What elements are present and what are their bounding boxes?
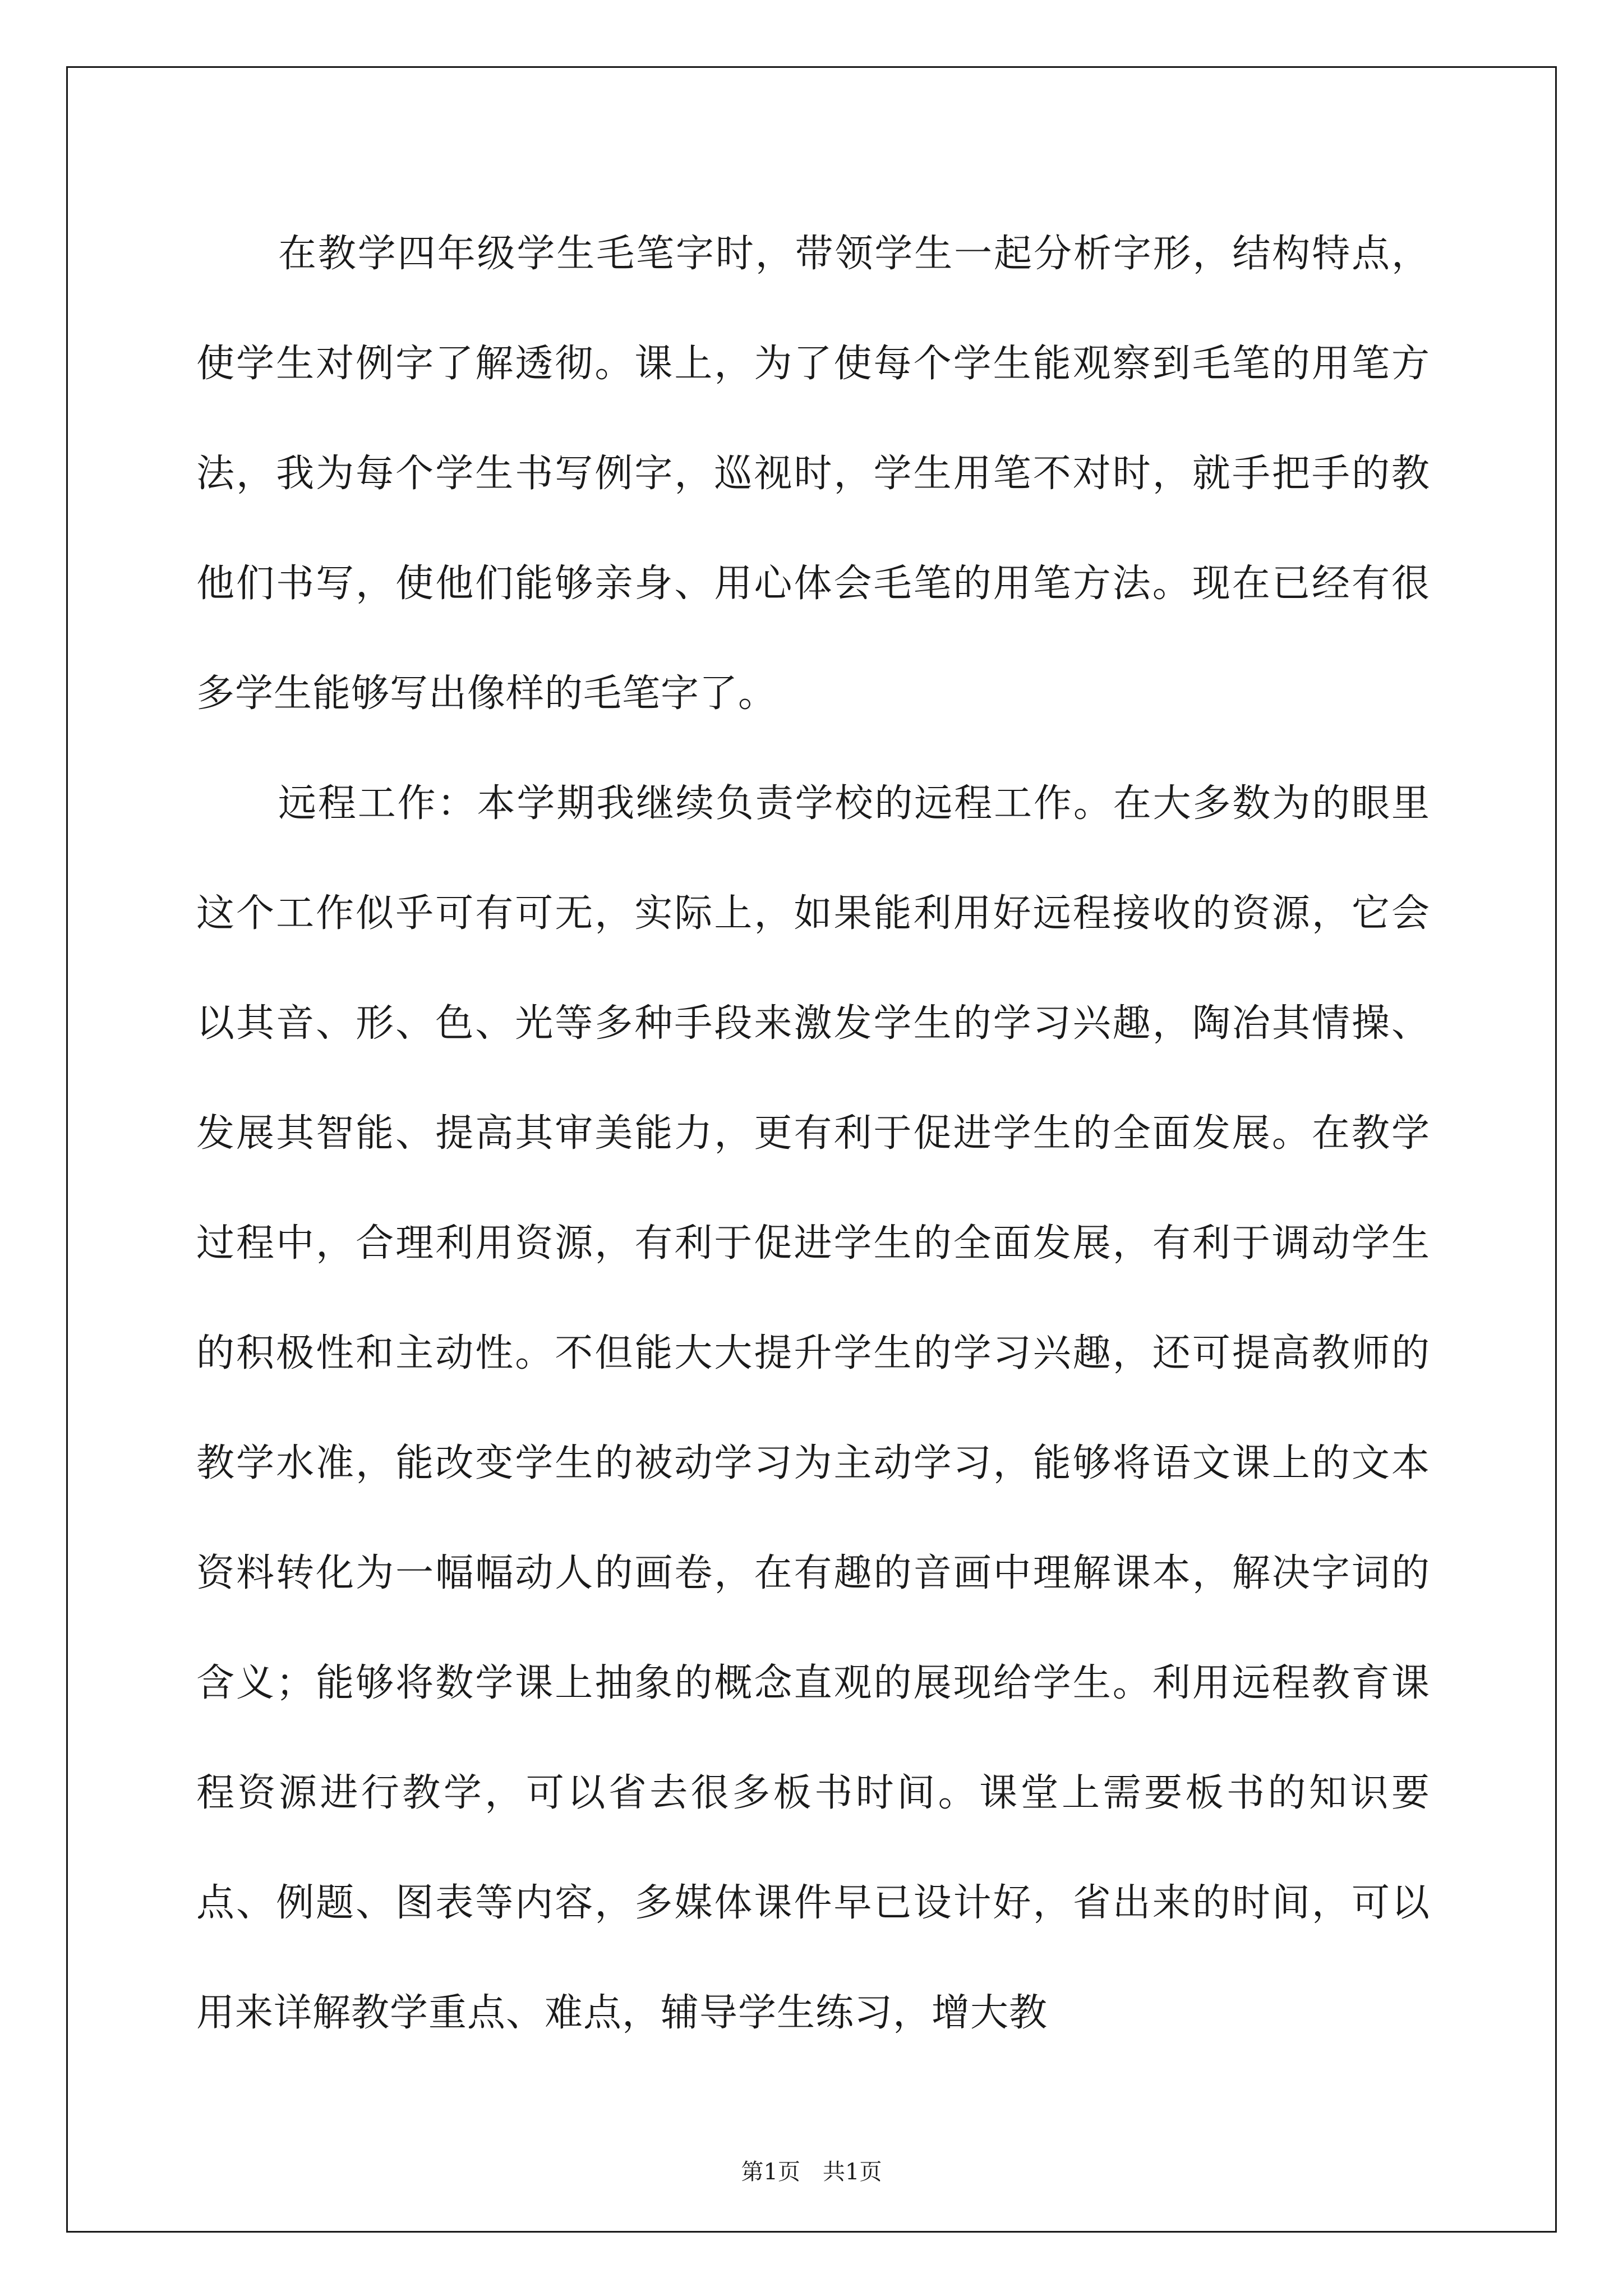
page-number-footer: 第1页 共1页 [741,2159,882,2185]
paragraph-calligraphy: 在教学四年级学生毛笔字时，带领学生一起分析字形，结构特点，使学生对例字了解透彻。课上，为了使每个学生能观察到毛笔的用笔方法，我为每个学生书写例字，巡视时，学生用笔不对时，就手把手的教他们书写，使他们能够亲身、用心体会毛笔的用笔方法。现在已经有很多学生能够写出像样的毛笔字了。 [196,232,1430,716]
paragraph-remote-work: 远程工作：本学期我继续负责学校的远程工作。在大多数为的眼里这个工作似乎可有可无，实际上，如果能利用好远程接收的资源，它会以其音、形、色、光等多种手段来激发学生的学习兴趣，陶冶其情操、发展其智能、提高其审美能力，更有利于促进学生的全面发展。在教学过程中，合理利用资源，有利于促进学生的全面发展，有利于调动学生的积极性和主动性。不但能大大提升学生的学习兴趣，还可提高教师的教学水准，能改变学生的被动学习为主动学习，能够将语文课上的文本资料转化为一幅幅动人的画卷，在有趣的音画中理解课本，解决字词的含义；能够将数学课上抽象的概念直观的展现给学生。利用远程教育课程资源进行教学，可以省去很多板书时间。课堂上需要板书的知识要点、例题、图表等内容，多媒体课件早已设计好，省出来的时间，可以用来详解教学重点、难点，辅导学生练习，增大教 [196,781,1430,2035]
document-body [196,199,1430,2068]
